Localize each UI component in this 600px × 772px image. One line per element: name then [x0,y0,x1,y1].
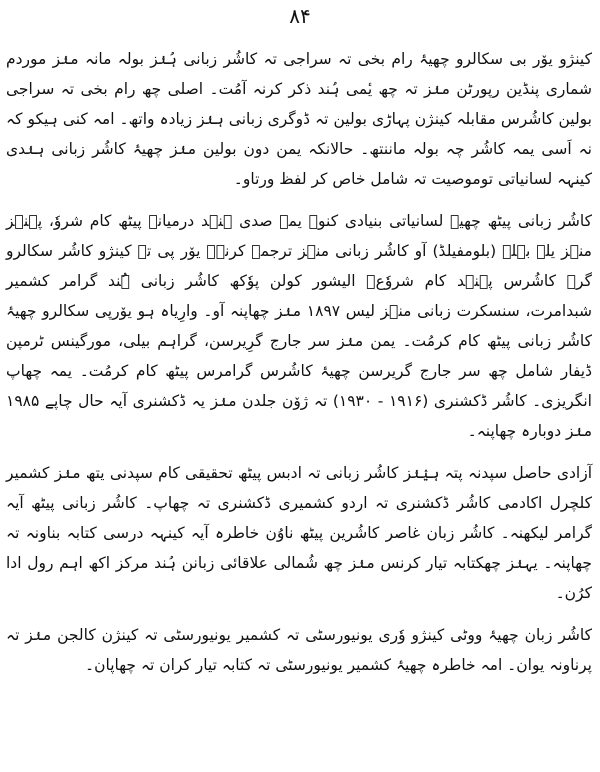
page-number: ۸۴ [289,4,311,28]
handwritten-text-body [6,44,592,766]
paragraph-2: کاشُر زبانی پیٹھ چھیۂ لسانیاتی بنیادی کنوٛ یمہ صدی ہنٛد درمیانہ پیٹھ کام شروٗ، پہنٛز منٛز یلہ بہلہ (بلومفیلڈ) آو کاشُر زبانی منٛز ترجمہ کرنہ۔ یۆر پی تہ کینژو کاشُر سکالرو گرٛ کاشُرس پہنٛد کام شروٗع۔ الیشور کولن پوٗکھ کاشُر زبانی ہُند گرامر کشمیر شبدامرت، سنسکرت زبانی منٛز لیس ۱۸۹۷ منٛز چھاپنہ آو۔ وارِیاہ ہو یۆرپی سکالرو چھیۂ کاشُر زبانی پیٹھ کام کرمُت۔ یمن منٛز سر جارج گرِیرسن، گراہم بیلی، مورگینس ٹرمپن ڈیفار شامل چھ سر جارج گریرسن چھیۂ کاشُرس گرامرس پیٹھ کام کرمُت۔ یمہ چھاپ انگریزی۔ کاشُر ڈکشنری (۱۹۱۶ - ۱۹۳۰) تہ ژۆن جلدن منٛز یہ ڈکشنری آیہ حال چاپے ۱۹۸۵ منٛز دوبارہ چھاپنہ۔ [6,212,592,440]
paragraph-3: آزادی حاصل سپدنہ پتہ ہیٛنٛز کاشُر زبانی تہ ادبس پیٹھ تحقیقی کام سپدنی یتھ منٛز کشمیر کلچرل اکادمی کاشُر ڈکشنری تہ اردو کشمیری ڈکشنری تہ چھاپ۔ کاشُر زبانی پیٹھ آیہ گرامر لیکھنہ۔ کاشُر زبان غاصر کاشُرین پیٹھ ناوُن خاطرہ آیہ کینہہ درسی کتابہ بناونہ تہ چھاپنہ۔ یہنٛز چھکتابہ تیار کرنس منٛز چھ شُمالی علاقائی زبانن ہُند مرکز اکھ اہم رول ادا کرُن۔ [6,464,592,602]
paragraph-1: کینژو یۆر بی سکالرو چھیۂ رام بخی تہ سراجی تہ کاشُر زبانی ہُنٛز بولہ مانہ منٛز موردم شماری پنڈین رپورٹن منٛز تہ چھ یٔمی ہُند ذکر کرنہ آمُت۔ اصلی چھ رام بخی تہ سراجی بولین کاشُرس مقابلہ کینژن پہاڑی بولین تہ ڈوگری زبانی ہنٛز زیادہ واتھ۔ امہ کنی ہیکو کہ نہ اَسی یمہ کاشُر چہ بولہ ماننتھ۔ حالانکہ یمن دون بولین منٛز چھیۂ کاشُر زبانی ہنٛدی کینہہ لسانیاتی توموصیت تہ شامل خاص کر لفظ ورتاو۔ [6,50,592,188]
paragraph-4: کاشُر زبان چھیۂ ووٹی کینژو وٗری یونیورسٹی تہ کشمیر یونیورسٹی تہ کینژن کالجن منٛز تہ پرناونہ یوان۔ امہ خاطرہ چھیۂ کشمیر یونیورسٹی تہ کتابہ تیار کران تہ چھاپان۔ [6,626,592,674]
